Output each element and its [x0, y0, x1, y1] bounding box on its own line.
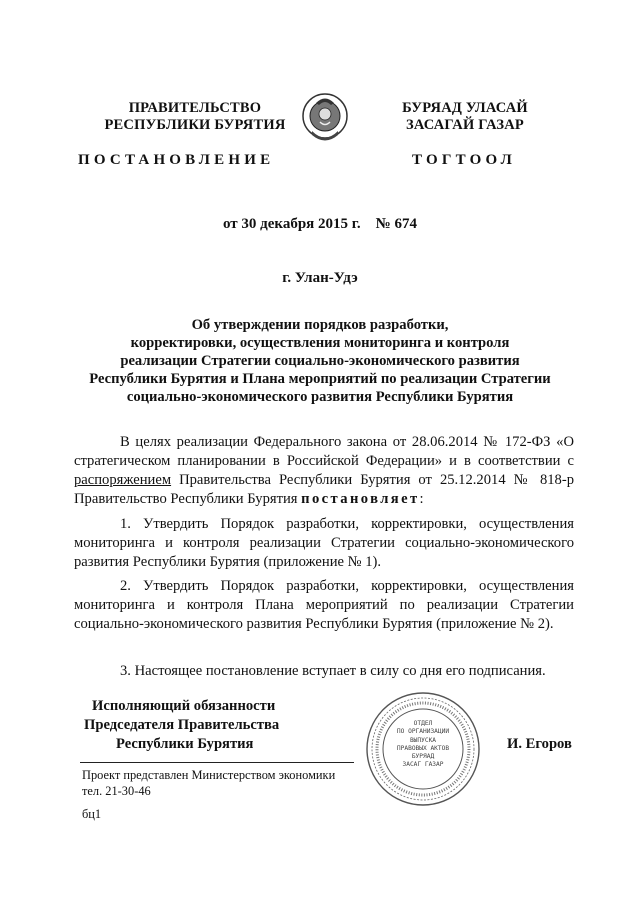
preamble-text-2: Правительства Республики Бурятия от 25.12.2014 № 818-р Правительство Республики Бурятия	[74, 472, 574, 507]
footnote	[82, 767, 382, 799]
item-1-text: 1. Утвердить Порядок разработки, корректировки, осуществления мониторинга и контроля реализации Стратегии социально-экономического развития Республики Бурятия (приложение № 1).	[74, 516, 574, 570]
stamp-line: ВЫПУСКА	[409, 736, 437, 744]
item-2-text: 2. Утвердить Порядок разработки, корректировки, осуществления мониторинга и контроля Плана мероприятий по реализации Стратегии социально-экономического развития Республики Бурятия (приложение № 2).	[74, 578, 574, 632]
header-right	[350, 100, 580, 134]
resolution-verb: постановляет	[301, 491, 420, 507]
title-line: корректировки, осуществления мониторинга и контроля	[130, 335, 510, 351]
document-title	[40, 316, 600, 406]
stamp-line: ОТДЕЛ	[413, 720, 433, 727]
preamble-end: :	[419, 491, 424, 507]
footnote-phone: тел. 21-30-46	[82, 784, 151, 798]
item-1	[74, 515, 574, 572]
item-2	[74, 577, 574, 634]
header-left-line1: ПРАВИТЕЛЬСТВО	[128, 100, 262, 116]
signatory-title	[80, 697, 320, 754]
stamp-line: ЗАСАГ ГАЗАР	[402, 761, 444, 769]
doc-type-bua: ТОГТООЛ	[412, 152, 516, 168]
coat-of-arms	[300, 86, 350, 146]
title-line: Об утверждении порядков разработки,	[191, 317, 449, 333]
footnote-divider	[80, 762, 354, 763]
signatory-name: И. Егоров	[507, 736, 572, 752]
city-line: г. Улан-Удэ	[282, 270, 358, 286]
header-right-line1: БУРЯАД УЛАСАЙ	[402, 100, 528, 116]
title-line: Республики Бурятия и Плана мероприятий по реализации Стратегии	[89, 371, 551, 387]
stamp-text	[386, 720, 460, 770]
signatory-line3: Республики Бурятия	[116, 736, 254, 752]
signatory-line1: Исполняющий обязанности	[92, 698, 276, 714]
decree-link[interactable]: распоряжением	[74, 472, 172, 488]
item-3	[74, 662, 574, 681]
preamble-paragraph	[74, 433, 574, 509]
stamp-line: ПРАВОВЫХ АКТОВ	[396, 744, 450, 752]
title-line: социально-экономического развития Республики Бурятия	[126, 389, 514, 405]
document-code: бц1	[82, 807, 102, 821]
signatory-line2: Председателя Правительства	[84, 717, 280, 733]
item-3-text: 3. Настоящее постановление вступает в силу со дня его подписания.	[120, 663, 546, 679]
header-left	[80, 100, 310, 134]
title-line: реализации Стратегии социально-экономического развития	[120, 353, 520, 369]
footnote-author: Проект представлен Министерством экономики	[82, 768, 336, 782]
preamble-text-1: В целях реализации Федерального закона от 28.06.2014 № 172-ФЗ «О стратегическом планировании в Российской Федерации» и в соответствии с	[74, 434, 574, 469]
date-number-line: от 30 декабря 2015 г. № 674	[223, 216, 417, 232]
stamp-line: БУРЯАД	[411, 753, 435, 761]
stamp-line: ПО ОРГАНИЗАЦИИ	[396, 728, 450, 736]
header-left-line2: РЕСПУБЛИКИ БУРЯТИЯ	[104, 117, 286, 133]
header-right-line2: ЗАСАГАЙ ГАЗАР	[406, 117, 524, 133]
doc-type-ru: ПОСТАНОВЛЕНИЕ	[78, 152, 275, 168]
